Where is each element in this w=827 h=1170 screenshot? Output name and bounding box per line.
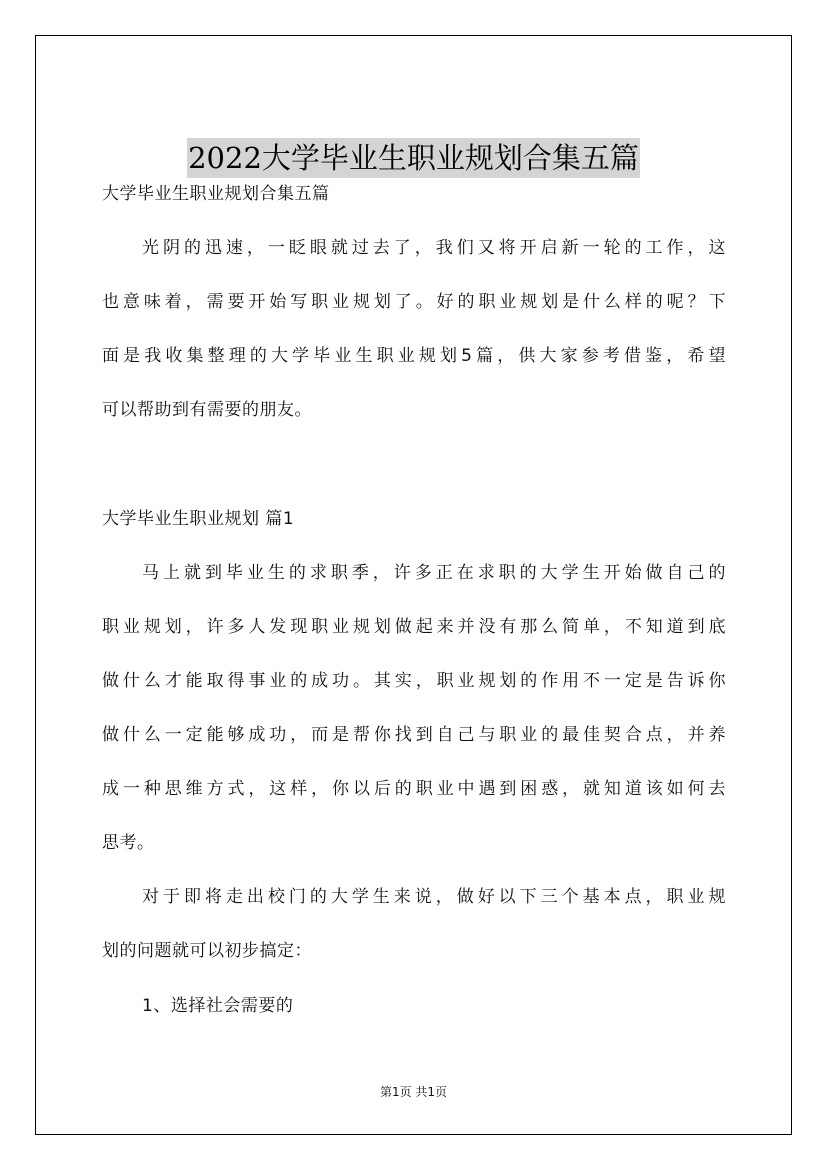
section-line: 对于即将走出校门的大学生来说，做好以下三个基本点，职业规 bbox=[142, 887, 726, 907]
document-title-wrap bbox=[36, 138, 791, 178]
intro-line: 面是我收集整理的大学毕业生职业规划5篇，供大家参考借鉴，希望 bbox=[102, 346, 726, 366]
section-line: 划的问题就可以初步搞定： bbox=[102, 941, 312, 961]
section-line: 成一种思维方式，这样，你以后的职业中遇到困惑，就知道该如何去 bbox=[102, 779, 726, 799]
intro-line: 也意味着，需要开始写职业规划了。好的职业规划是什么样的呢？下 bbox=[102, 292, 726, 312]
subtitle: 大学毕业生职业规划合集五篇 bbox=[102, 184, 330, 204]
section-line: 做什么一定能够成功，而是帮你找到自己与职业的最佳契合点，并养 bbox=[102, 725, 726, 745]
section-line: 马上就到毕业生的求职季，许多正在求职的大学生开始做自己的 bbox=[142, 563, 726, 583]
page-footer: 第1页 共1页 bbox=[379, 1085, 448, 1099]
document-title: 2022大学毕业生职业规划合集五篇 bbox=[187, 138, 640, 178]
intro-line: 光阴的迅速，一眨眼就过去了，我们又将开启新一轮的工作，这 bbox=[142, 238, 726, 258]
section-heading: 大学毕业生职业规划 篇1 bbox=[102, 509, 295, 529]
section-line: 做什么才能取得事业的成功。其实，职业规划的作用不一定是告诉你 bbox=[102, 671, 726, 691]
intro-line: 可以帮助到有需要的朋友。 bbox=[102, 400, 312, 420]
section-line: 思考。 bbox=[102, 833, 155, 853]
list-item: 1、选择社会需要的 bbox=[142, 996, 294, 1016]
section-line: 职业规划，许多人发现职业规划做起来并没有那么简单，不知道到底 bbox=[102, 617, 726, 637]
